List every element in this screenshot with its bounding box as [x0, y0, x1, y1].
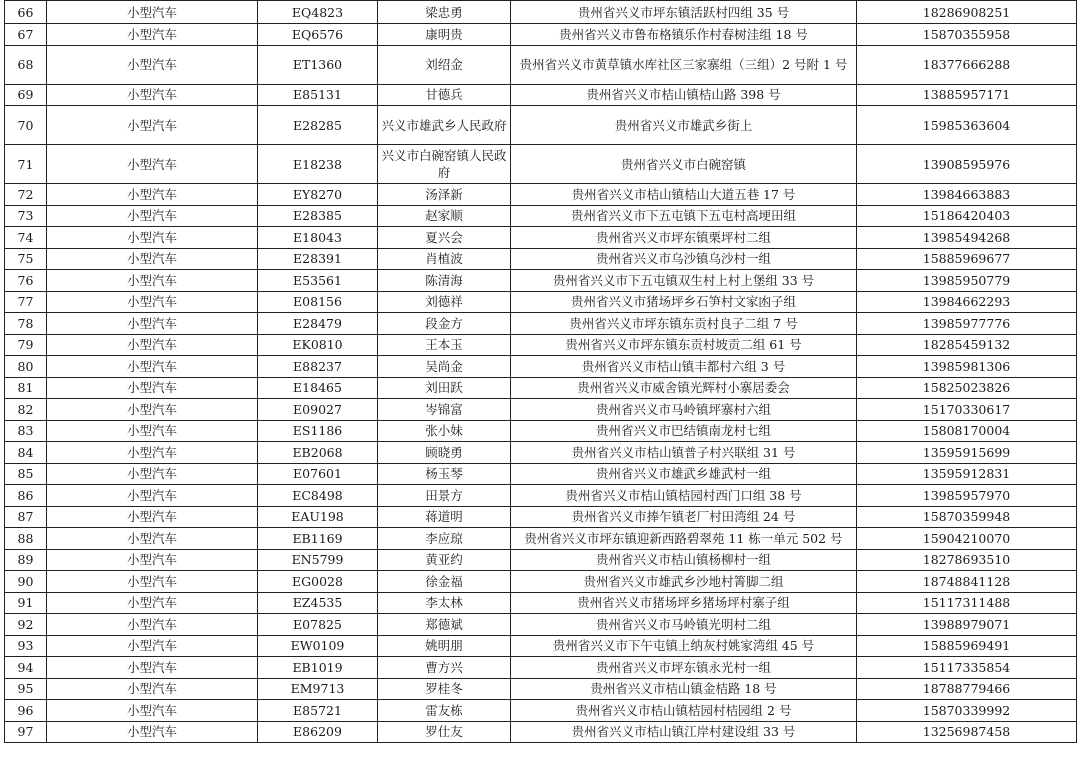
vehicle-type-cell: 小型汽车 [47, 700, 258, 722]
address-cell: 贵州省兴义市桔山镇桔园村桔园组 2 号 [511, 700, 857, 722]
address-cell: 贵州省兴义市捧乍镇老厂村田湾组 24 号 [511, 506, 857, 528]
row-number-cell: 74 [5, 227, 47, 249]
vehicle-type-cell: 小型汽车 [47, 592, 258, 614]
owner-name-cell: 夏兴会 [378, 227, 511, 249]
phone-number-cell: 18286908251 [857, 1, 1077, 24]
plate-number-cell: E28385 [258, 205, 378, 227]
table-row [5, 227, 1077, 249]
owner-name-cell: 肖植波 [378, 248, 511, 270]
address-cell: 贵州省兴义市下午屯镇上纳灰村姚家湾组 45 号 [511, 635, 857, 657]
phone-number-cell: 15170330617 [857, 399, 1077, 421]
address-cell: 贵州省兴义市马岭镇坪寨村六组 [511, 399, 857, 421]
vehicle-type-cell: 小型汽车 [47, 45, 258, 84]
phone-number-cell: 13985981306 [857, 356, 1077, 378]
vehicle-type-cell: 小型汽车 [47, 227, 258, 249]
vehicle-type-cell: 小型汽车 [47, 356, 258, 378]
row-number-cell: 93 [5, 635, 47, 657]
vehicle-type-cell: 小型汽车 [47, 291, 258, 313]
owner-name-cell: 汤泽新 [378, 184, 511, 206]
phone-number-cell: 13595915699 [857, 442, 1077, 464]
address-cell: 贵州省兴义市鲁布格镇乐作村春树洼组 18 号 [511, 24, 857, 46]
address-cell: 贵州省兴义市威舍镇光辉村小寨居委会 [511, 377, 857, 399]
owner-name-cell: 刘德祥 [378, 291, 511, 313]
table-row [5, 399, 1077, 421]
plate-number-cell: E18465 [258, 377, 378, 399]
phone-number-cell: 15885969677 [857, 248, 1077, 270]
address-cell: 贵州省兴义市巴结镇南龙村七组 [511, 420, 857, 442]
owner-name-cell: 姚明朋 [378, 635, 511, 657]
row-number-cell: 95 [5, 678, 47, 700]
vehicle-type-cell: 小型汽车 [47, 184, 258, 206]
phone-number-cell: 15870339992 [857, 700, 1077, 722]
vehicle-type-cell: 小型汽车 [47, 463, 258, 485]
vehicle-type-cell: 小型汽车 [47, 145, 258, 184]
phone-number-cell: 13984662293 [857, 291, 1077, 313]
table-row [5, 571, 1077, 593]
address-cell: 贵州省兴义市坪东镇迎新西路碧翠苑 11 栋一单元 502 号 [511, 528, 857, 550]
plate-number-cell: E18238 [258, 145, 378, 184]
table-row [5, 614, 1077, 636]
owner-name-cell: 陈清海 [378, 270, 511, 292]
phone-number-cell: 13985957970 [857, 485, 1077, 507]
plate-number-cell: E86209 [258, 721, 378, 743]
table-row [5, 506, 1077, 528]
phone-number-cell: 15904210070 [857, 528, 1077, 550]
table-row [5, 356, 1077, 378]
vehicle-type-cell: 小型汽车 [47, 442, 258, 464]
phone-number-cell: 13885957171 [857, 84, 1077, 106]
phone-number-cell: 13595912831 [857, 463, 1077, 485]
owner-name-cell: 兴义市白碗窑镇人民政府 [378, 145, 511, 184]
address-cell: 贵州省兴义市白碗窑镇 [511, 145, 857, 184]
table-row [5, 205, 1077, 227]
owner-name-cell: 雷友栋 [378, 700, 511, 722]
address-cell: 贵州省兴义市坪东镇东贡村坡贡二组 61 号 [511, 334, 857, 356]
vehicle-type-cell: 小型汽车 [47, 313, 258, 335]
vehicle-type-cell: 小型汽车 [47, 506, 258, 528]
owner-name-cell: 李应琼 [378, 528, 511, 550]
vehicle-type-cell: 小型汽车 [47, 1, 258, 24]
row-number-cell: 82 [5, 399, 47, 421]
row-number-cell: 80 [5, 356, 47, 378]
plate-number-cell: E18043 [258, 227, 378, 249]
address-cell: 贵州省兴义市桔山镇金桔路 18 号 [511, 678, 857, 700]
phone-number-cell: 13256987458 [857, 721, 1077, 743]
row-number-cell: 90 [5, 571, 47, 593]
owner-name-cell: 段金方 [378, 313, 511, 335]
table-row [5, 592, 1077, 614]
address-cell: 贵州省兴义市雄武乡街上 [511, 106, 857, 145]
owner-name-cell: 罗桂冬 [378, 678, 511, 700]
address-cell: 贵州省兴义市桔山镇杨柳村一组 [511, 549, 857, 571]
address-cell: 贵州省兴义市坪东镇活跃村四组 35 号 [511, 1, 857, 24]
row-number-cell: 78 [5, 313, 47, 335]
row-number-cell: 79 [5, 334, 47, 356]
table-row [5, 334, 1077, 356]
owner-name-cell: 徐金福 [378, 571, 511, 593]
plate-number-cell: E88237 [258, 356, 378, 378]
phone-number-cell: 15885969491 [857, 635, 1077, 657]
owner-name-cell: 兴义市雄武乡人民政府 [378, 106, 511, 145]
table-row [5, 442, 1077, 464]
table-row [5, 549, 1077, 571]
phone-number-cell: 18788779466 [857, 678, 1077, 700]
row-number-cell: 81 [5, 377, 47, 399]
address-cell: 贵州省兴义市下五屯镇双生村上村上堡组 33 号 [511, 270, 857, 292]
row-number-cell: 89 [5, 549, 47, 571]
address-cell: 贵州省兴义市雄武乡雄武村一组 [511, 463, 857, 485]
plate-number-cell: E28479 [258, 313, 378, 335]
phone-number-cell: 15117335854 [857, 657, 1077, 679]
plate-number-cell: EQ6576 [258, 24, 378, 46]
phone-number-cell: 18377666288 [857, 45, 1077, 84]
vehicle-type-cell: 小型汽车 [47, 635, 258, 657]
plate-number-cell: ES1186 [258, 420, 378, 442]
table-row [5, 377, 1077, 399]
vehicle-type-cell: 小型汽车 [47, 24, 258, 46]
vehicle-type-cell: 小型汽车 [47, 420, 258, 442]
row-number-cell: 73 [5, 205, 47, 227]
owner-name-cell: 田景方 [378, 485, 511, 507]
row-number-cell: 91 [5, 592, 47, 614]
table-row [5, 184, 1077, 206]
plate-number-cell: EB1019 [258, 657, 378, 679]
phone-number-cell: 13985950779 [857, 270, 1077, 292]
table-row [5, 1, 1077, 24]
table-row [5, 528, 1077, 550]
address-cell: 贵州省兴义市桔山镇桔山大道五巷 17 号 [511, 184, 857, 206]
owner-name-cell: 曹方兴 [378, 657, 511, 679]
phone-number-cell: 18285459132 [857, 334, 1077, 356]
plate-number-cell: E53561 [258, 270, 378, 292]
table-row [5, 84, 1077, 106]
row-number-cell: 83 [5, 420, 47, 442]
plate-number-cell: EY8270 [258, 184, 378, 206]
vehicle-type-cell: 小型汽车 [47, 377, 258, 399]
phone-number-cell: 15870359948 [857, 506, 1077, 528]
table-row [5, 721, 1077, 743]
owner-name-cell: 张小妹 [378, 420, 511, 442]
plate-number-cell: E85131 [258, 84, 378, 106]
owner-name-cell: 郑德斌 [378, 614, 511, 636]
address-cell: 贵州省兴义市黄草镇水库社区三家寨组（三组）2 号附 1 号 [511, 45, 857, 84]
owner-name-cell: 罗仕友 [378, 721, 511, 743]
phone-number-cell: 13985977776 [857, 313, 1077, 335]
row-number-cell: 84 [5, 442, 47, 464]
phone-number-cell: 15825023826 [857, 377, 1077, 399]
owner-name-cell: 赵家顺 [378, 205, 511, 227]
address-cell: 贵州省兴义市坪东镇永光村一组 [511, 657, 857, 679]
phone-number-cell: 15870355958 [857, 24, 1077, 46]
row-number-cell: 85 [5, 463, 47, 485]
plate-number-cell: EG0028 [258, 571, 378, 593]
table-row [5, 485, 1077, 507]
table-row [5, 45, 1077, 84]
owner-name-cell: 王本玉 [378, 334, 511, 356]
row-number-cell: 92 [5, 614, 47, 636]
vehicle-type-cell: 小型汽车 [47, 721, 258, 743]
address-cell: 贵州省兴义市坪东镇栗坪村二组 [511, 227, 857, 249]
plate-number-cell: EB1169 [258, 528, 378, 550]
owner-name-cell: 李太林 [378, 592, 511, 614]
vehicle-type-cell: 小型汽车 [47, 528, 258, 550]
vehicle-type-cell: 小型汽车 [47, 84, 258, 106]
row-number-cell: 75 [5, 248, 47, 270]
owner-name-cell: 刘田跃 [378, 377, 511, 399]
address-cell: 贵州省兴义市马岭镇光明村二组 [511, 614, 857, 636]
address-cell: 贵州省兴义市坪东镇东贡村良子二组 7 号 [511, 313, 857, 335]
plate-number-cell: EM9713 [258, 678, 378, 700]
address-cell: 贵州省兴义市雄武乡沙地村箐脚二组 [511, 571, 857, 593]
phone-number-cell: 18278693510 [857, 549, 1077, 571]
phone-number-cell: 13908595976 [857, 145, 1077, 184]
row-number-cell: 67 [5, 24, 47, 46]
owner-name-cell: 梁忠勇 [378, 1, 511, 24]
row-number-cell: 77 [5, 291, 47, 313]
row-number-cell: 72 [5, 184, 47, 206]
owner-name-cell: 杨玉琴 [378, 463, 511, 485]
plate-number-cell: EB2068 [258, 442, 378, 464]
row-number-cell: 86 [5, 485, 47, 507]
vehicle-type-cell: 小型汽车 [47, 334, 258, 356]
row-number-cell: 96 [5, 700, 47, 722]
plate-number-cell: EK0810 [258, 334, 378, 356]
row-number-cell: 88 [5, 528, 47, 550]
vehicle-type-cell: 小型汽车 [47, 657, 258, 679]
phone-number-cell: 13985494268 [857, 227, 1077, 249]
row-number-cell: 69 [5, 84, 47, 106]
phone-number-cell: 15985363604 [857, 106, 1077, 145]
plate-number-cell: ET1360 [258, 45, 378, 84]
address-cell: 贵州省兴义市桔山镇丰都村六组 3 号 [511, 356, 857, 378]
plate-number-cell: EAU198 [258, 506, 378, 528]
vehicle-type-cell: 小型汽车 [47, 549, 258, 571]
vehicle-type-cell: 小型汽车 [47, 106, 258, 145]
address-cell: 贵州省兴义市桔山镇普子村兴联组 31 号 [511, 442, 857, 464]
phone-number-cell: 15117311488 [857, 592, 1077, 614]
table-row [5, 106, 1077, 145]
vehicle-type-cell: 小型汽车 [47, 571, 258, 593]
table-row [5, 420, 1077, 442]
address-cell: 贵州省兴义市桔山镇桔园村西门口组 38 号 [511, 485, 857, 507]
vehicle-type-cell: 小型汽车 [47, 205, 258, 227]
vehicle-type-cell: 小型汽车 [47, 678, 258, 700]
phone-number-cell: 13984663883 [857, 184, 1077, 206]
address-cell: 贵州省兴义市乌沙镇乌沙村一组 [511, 248, 857, 270]
plate-number-cell: EC8498 [258, 485, 378, 507]
owner-name-cell: 顾晓勇 [378, 442, 511, 464]
address-cell: 贵州省兴义市桔山镇桔山路 398 号 [511, 84, 857, 106]
table-row [5, 657, 1077, 679]
owner-name-cell: 甘德兵 [378, 84, 511, 106]
owner-name-cell: 吴尚金 [378, 356, 511, 378]
row-number-cell: 76 [5, 270, 47, 292]
plate-number-cell: E08156 [258, 291, 378, 313]
owner-name-cell: 刘绍金 [378, 45, 511, 84]
table-row [5, 24, 1077, 46]
phone-number-cell: 13988979071 [857, 614, 1077, 636]
table-row [5, 700, 1077, 722]
table-row [5, 291, 1077, 313]
table-row [5, 270, 1077, 292]
phone-number-cell: 15808170004 [857, 420, 1077, 442]
vehicle-type-cell: 小型汽车 [47, 614, 258, 636]
table-body [5, 1, 1077, 743]
table-row [5, 313, 1077, 335]
phone-number-cell: 18748841128 [857, 571, 1077, 593]
address-cell: 贵州省兴义市猪场坪乡石笋村文家凼子组 [511, 291, 857, 313]
vehicle-type-cell: 小型汽车 [47, 270, 258, 292]
row-number-cell: 71 [5, 145, 47, 184]
row-number-cell: 94 [5, 657, 47, 679]
row-number-cell: 70 [5, 106, 47, 145]
table-row [5, 678, 1077, 700]
table-row [5, 248, 1077, 270]
table-row [5, 463, 1077, 485]
row-number-cell: 87 [5, 506, 47, 528]
phone-number-cell: 15186420403 [857, 205, 1077, 227]
vehicle-type-cell: 小型汽车 [47, 248, 258, 270]
vehicle-type-cell: 小型汽车 [47, 485, 258, 507]
row-number-cell: 68 [5, 45, 47, 84]
plate-number-cell: EW0109 [258, 635, 378, 657]
plate-number-cell: E85721 [258, 700, 378, 722]
owner-name-cell: 岑锦富 [378, 399, 511, 421]
row-number-cell: 66 [5, 1, 47, 24]
plate-number-cell: EN5799 [258, 549, 378, 571]
address-cell: 贵州省兴义市桔山镇江岸村建设组 33 号 [511, 721, 857, 743]
owner-name-cell: 康明贵 [378, 24, 511, 46]
table-row [5, 635, 1077, 657]
plate-number-cell: E07825 [258, 614, 378, 636]
plate-number-cell: EZ4535 [258, 592, 378, 614]
plate-number-cell: E09027 [258, 399, 378, 421]
table-row [5, 145, 1077, 184]
plate-number-cell: EQ4823 [258, 1, 378, 24]
plate-number-cell: E28391 [258, 248, 378, 270]
address-cell: 贵州省兴义市猪场坪乡猪场坪村寨子组 [511, 592, 857, 614]
address-cell: 贵州省兴义市下五屯镇下五屯村高埂田组 [511, 205, 857, 227]
vehicle-type-cell: 小型汽车 [47, 399, 258, 421]
plate-number-cell: E28285 [258, 106, 378, 145]
owner-name-cell: 蒋道明 [378, 506, 511, 528]
plate-number-cell: E07601 [258, 463, 378, 485]
owner-name-cell: 黄亚约 [378, 549, 511, 571]
row-number-cell: 97 [5, 721, 47, 743]
vehicle-registry-table [4, 0, 1077, 743]
